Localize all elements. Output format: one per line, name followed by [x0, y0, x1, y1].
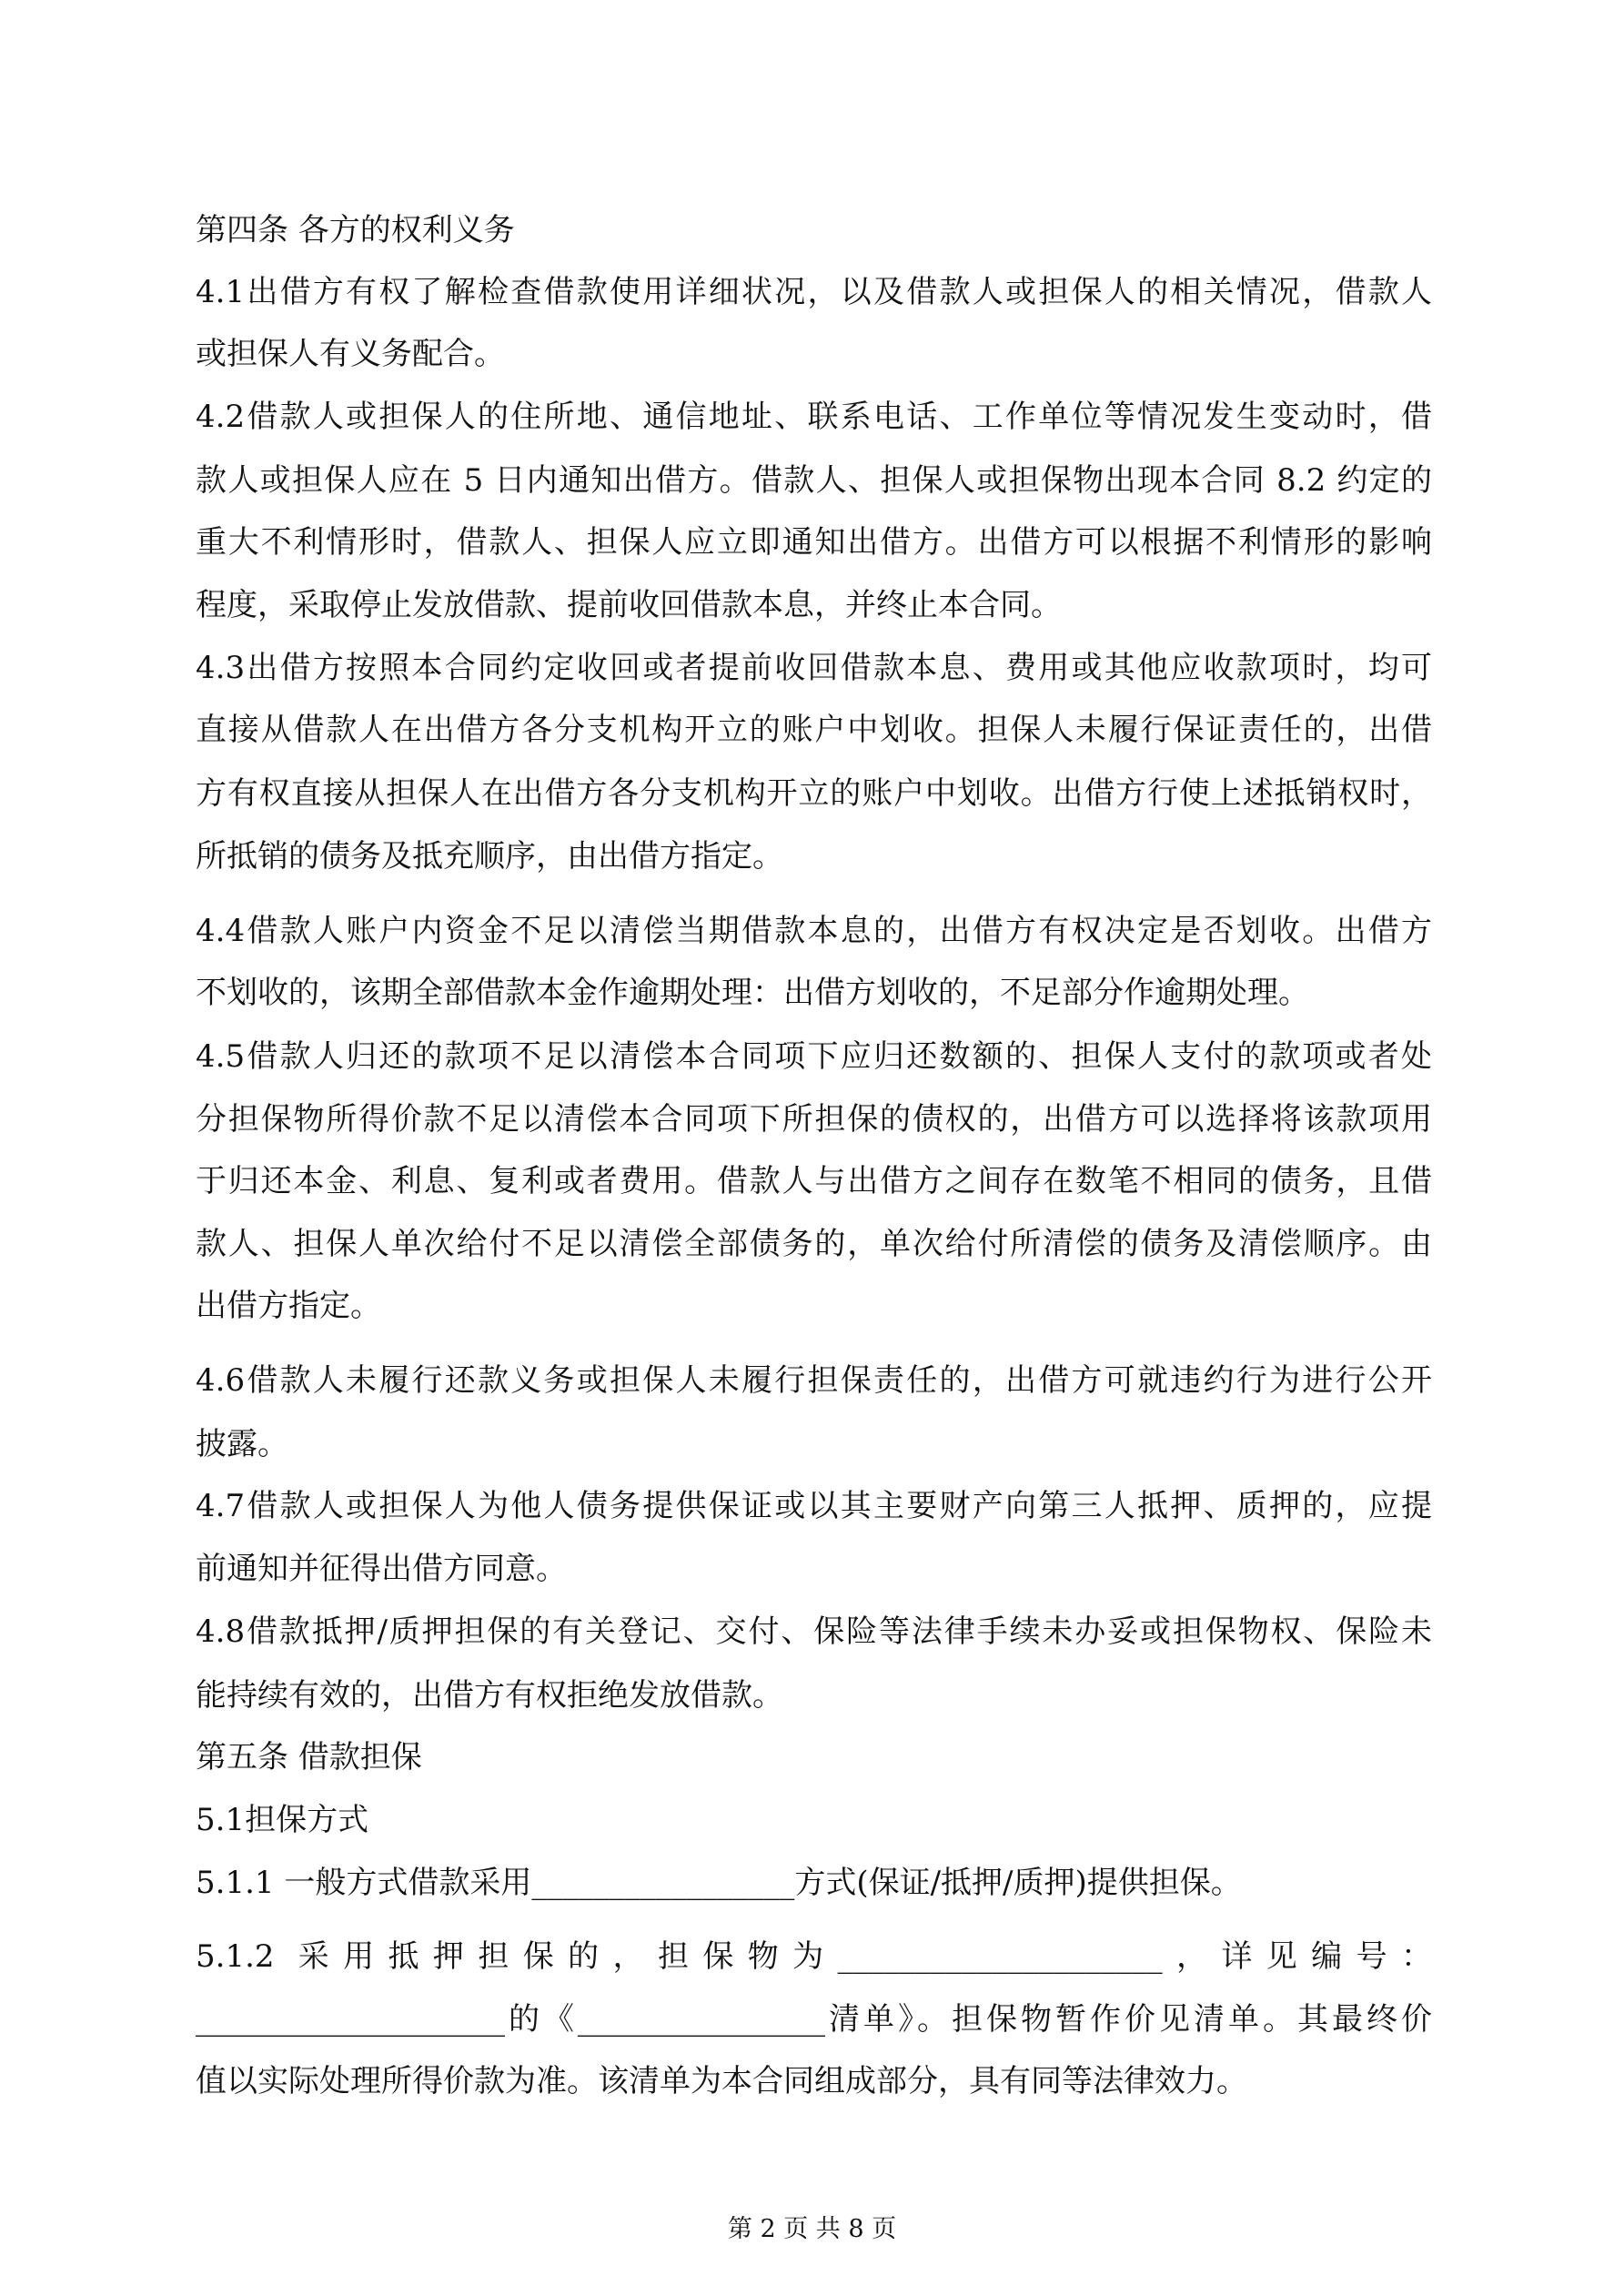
clause-4-5-line: 款人、担保人单次给付不足以清偿全部债务的，单次给付所清偿的债务及清偿顺序。由 [196, 1226, 1432, 1262]
section-5-1-heading: 5.1担保方式 [196, 1802, 369, 1838]
clause-4-7-line: 前通知并征得出借方同意。 [196, 1551, 567, 1587]
clause-4-1-line: 4.1出借方有权了解检查借款使用详细状况，以及借款人或担保人的相关情况，借款人 [196, 274, 1432, 310]
clause-4-2-line: 重大不利情形时，借款人、担保人应立即通知出借方。出借方可以根据不利情形的影响 [196, 524, 1432, 561]
clause-4-7-line: 4.7借款人或担保人为他人债务提供保证或以其主要财产向第三人抵押、质押的，应提 [196, 1488, 1432, 1524]
clause-4-3-line: 直接从借款人在出借方各分支机构开立的账户中划收。担保人未履行保证责任的，出借 [196, 712, 1432, 748]
clause-4-2-line: 款人或担保人应在 5 日内通知出借方。借款人、担保人或担保物出现本合同 8.2 约定的 [196, 462, 1432, 499]
clause-4-3-line: 方有权直接从担保人在出借方各分支机构开立的账户中划收。出借方行使上述抵销权时， [196, 775, 1432, 812]
clause-5-1-2-line: ____________________的《________________清单》。担保物暂作价见清单。其最终价 [196, 2001, 1432, 2038]
clause-4-3-line: 所抵销的债务及抵充顺序，由出借方指定。 [196, 838, 783, 875]
clause-4-4-line: 不划收的，该期全部借款本金作逾期处理：出借方划收的，不足部分作逾期处理。 [196, 975, 1309, 1011]
article-4-heading: 第四条 各方的权利义务 [196, 212, 515, 248]
clause-4-8-line: 4.8借款抵押/质押担保的有关登记、交付、保险等法律手续未办妥或担保物权、保险未 [196, 1613, 1432, 1650]
clause-4-1-line: 或担保人有义务配合。 [196, 336, 505, 372]
clause-5-1-2-line: 值以实际处理所得价款为准。该清单为本合同组成部分，具有同等法律效力。 [196, 2063, 1247, 2099]
clause-4-2-line: 程度，采取停止发放借款、提前收回借款本息，并终止本合同。 [196, 587, 1062, 623]
clause-5-1-1-line: 5.1.1 一般方式借款采用_________________方式(保证/抵押/质押)提供担保。 [196, 1865, 1242, 1901]
clause-4-2-line: 4.2借款人或担保人的住所地、通信地址、联系电话、工作单位等情况发生变动时，借 [196, 399, 1432, 435]
page-number-footer: 第 2 页 共 8 页 [727, 2215, 897, 2243]
clause-4-5-line: 分担保物所得价款不足以清偿本合同项下所担保的债权的，出借方可以选择将该款项用 [196, 1101, 1432, 1138]
clause-4-3-line: 4.3出借方按照本合同约定收回或者提前收回借款本息、费用或其他应收款项时，均可 [196, 650, 1432, 686]
clause-4-5-line: 出借方指定。 [196, 1288, 381, 1324]
clause-4-5-line: 于归还本金、利息、复利或者费用。借款人与出借方之间存在数笔不相同的债务，且借 [196, 1163, 1432, 1199]
clause-5-1-2-line: 5.1.2 采用抵押担保的，担保物为_____________________，详见编号： [196, 1938, 1432, 1975]
clause-4-6-line: 4.6借款人未履行还款义务或担保人未履行担保责任的，出借方可就违约行为进行公开 [196, 1362, 1432, 1399]
clause-4-8-line: 能持续有效的，出借方有权拒绝发放借款。 [196, 1677, 783, 1714]
article-5-heading: 第五条 借款担保 [196, 1739, 422, 1775]
clause-4-4-line: 4.4借款人账户内资金不足以清偿当期借款本息的，出借方有权决定是否划收。出借方 [196, 913, 1432, 949]
clause-4-5-line: 4.5借款人归还的款项不足以清偿本合同项下应归还数额的、担保人支付的款项或者处 [196, 1038, 1432, 1075]
clause-4-6-line: 披露。 [196, 1426, 288, 1462]
